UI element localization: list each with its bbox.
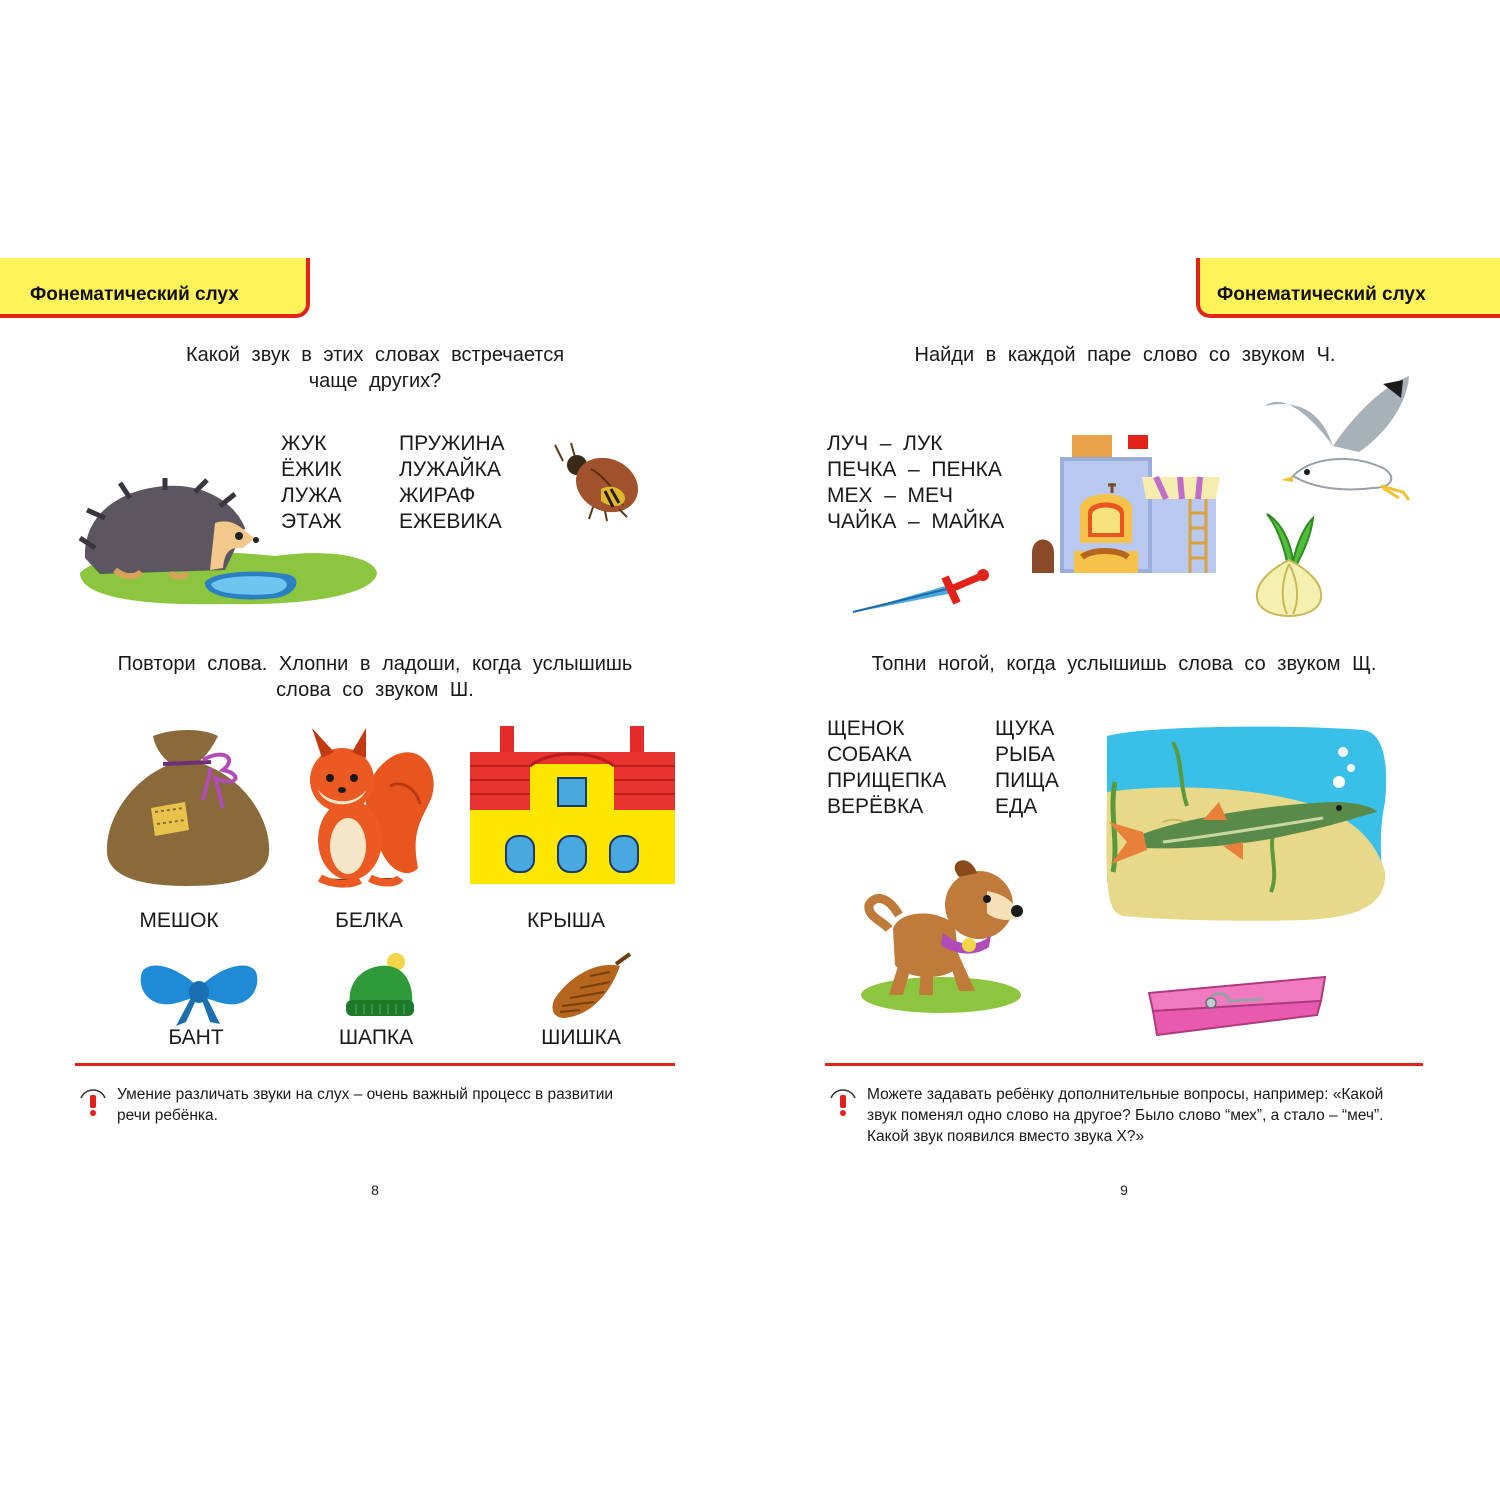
left-task1-word-column-2	[399, 431, 505, 535]
label-krysha: КРЫША	[526, 909, 606, 932]
beetle-illustration	[553, 443, 645, 521]
left-divider-rule	[75, 1063, 675, 1066]
onion-illustration	[1253, 512, 1325, 616]
label-shapka: ШАПКА	[338, 1026, 414, 1049]
puppy-illustration	[859, 855, 1024, 1013]
adults-note-icon	[828, 1084, 858, 1118]
left-task2-instruction-line2: слова со звуком Ш.	[276, 679, 474, 701]
right-task1-instruction: Найди в каждой паре слово со звуком Ч.	[914, 344, 1336, 366]
hedgehog-illustration	[75, 478, 380, 608]
right-adults-note-line2: звук поменял одно слово на другое? Было слово “мех”, а стало – “меч”.	[867, 1107, 1384, 1124]
pike-illustration	[1103, 722, 1393, 922]
adults-note-icon	[78, 1084, 108, 1118]
word: ЖИРАФ	[399, 484, 476, 507]
label-meshok: МЕШОК	[139, 909, 219, 932]
right-adults-note	[867, 1084, 1427, 1147]
page-number-right: 9	[1120, 1182, 1128, 1198]
left-task1-instruction	[100, 342, 650, 394]
right-banner-title: Фонематический слух	[1217, 284, 1426, 305]
left-task1-instruction-line1: Какой звук в этих словах встречается	[185, 344, 565, 366]
word: ЕДА	[995, 795, 1038, 818]
label-belka: БЕЛКА	[335, 909, 403, 932]
left-adults-note-line2: речи ребёнка.	[117, 1107, 218, 1124]
label-bant: БАНТ	[168, 1026, 224, 1049]
word: ПИЩА	[995, 769, 1059, 792]
word: ЩЕНОК	[827, 717, 905, 740]
word-pair: ЛУЧ – ЛУК	[827, 432, 943, 455]
left-task2-instruction	[70, 651, 680, 703]
word: ЁЖИК	[281, 458, 342, 481]
left-adults-note	[117, 1084, 677, 1126]
word: ЕЖЕВИКА	[399, 510, 502, 533]
house-illustration	[470, 726, 675, 886]
right-task2-word-column-1	[827, 716, 946, 820]
word-pair: ПЕЧКА – ПЕНКА	[827, 458, 1002, 481]
left-adults-note-line1: Умение различать звуки на слух – очень важный процесс в развитии	[117, 1086, 614, 1103]
bow-illustration	[140, 958, 258, 1028]
left-task1-instruction-line2: чаще других?	[308, 370, 442, 392]
word-pair: ЧАЙКА – МАЙКА	[827, 510, 1005, 533]
word: ЛУЖАЙКА	[399, 458, 501, 481]
word: ЭТАЖ	[281, 510, 342, 533]
word: СОБАКА	[827, 743, 912, 766]
label-shishka: ШИШКА	[541, 1026, 621, 1049]
right-adults-note-line3: Какой звук появился вместо звука Х?»	[867, 1128, 1145, 1145]
right-task1-pairs	[827, 431, 1004, 535]
left-task2-instruction-line1: Повтори слова. Хлопни в ладоши, когда услышишь	[117, 653, 633, 675]
right-task2-instruction: Топни ногой, когда услышишь слова со звуком Щ.	[871, 653, 1377, 675]
seagull-illustration	[1263, 376, 1413, 504]
word: ПРИЩЕПКА	[827, 769, 947, 792]
word: ЩУКА	[995, 717, 1055, 740]
sack-illustration	[103, 728, 273, 886]
word-pair: МЕХ – МЕЧ	[827, 484, 954, 507]
word: ПРУЖИНА	[399, 432, 505, 455]
page-number-left: 8	[371, 1182, 379, 1198]
clothespin-illustration	[1145, 975, 1327, 1037]
word: ЖУК	[281, 432, 327, 455]
pine-cone-illustration	[550, 954, 632, 1020]
left-banner-title: Фонематический слух	[30, 284, 239, 305]
word: РЫБА	[995, 743, 1055, 766]
right-task2-word-column-2	[995, 716, 1059, 820]
right-divider-rule	[825, 1063, 1423, 1066]
word: ЛУЖА	[281, 484, 342, 507]
word: ВЕРЁВКА	[827, 795, 924, 818]
stove-illustration	[1032, 433, 1220, 583]
right-adults-note-line1: Можете задавать ребёнку дополнительные вопросы, например: «Какой	[867, 1086, 1384, 1103]
sword-illustration	[849, 563, 989, 615]
squirrel-illustration	[300, 728, 440, 886]
hat-illustration	[344, 952, 416, 1020]
